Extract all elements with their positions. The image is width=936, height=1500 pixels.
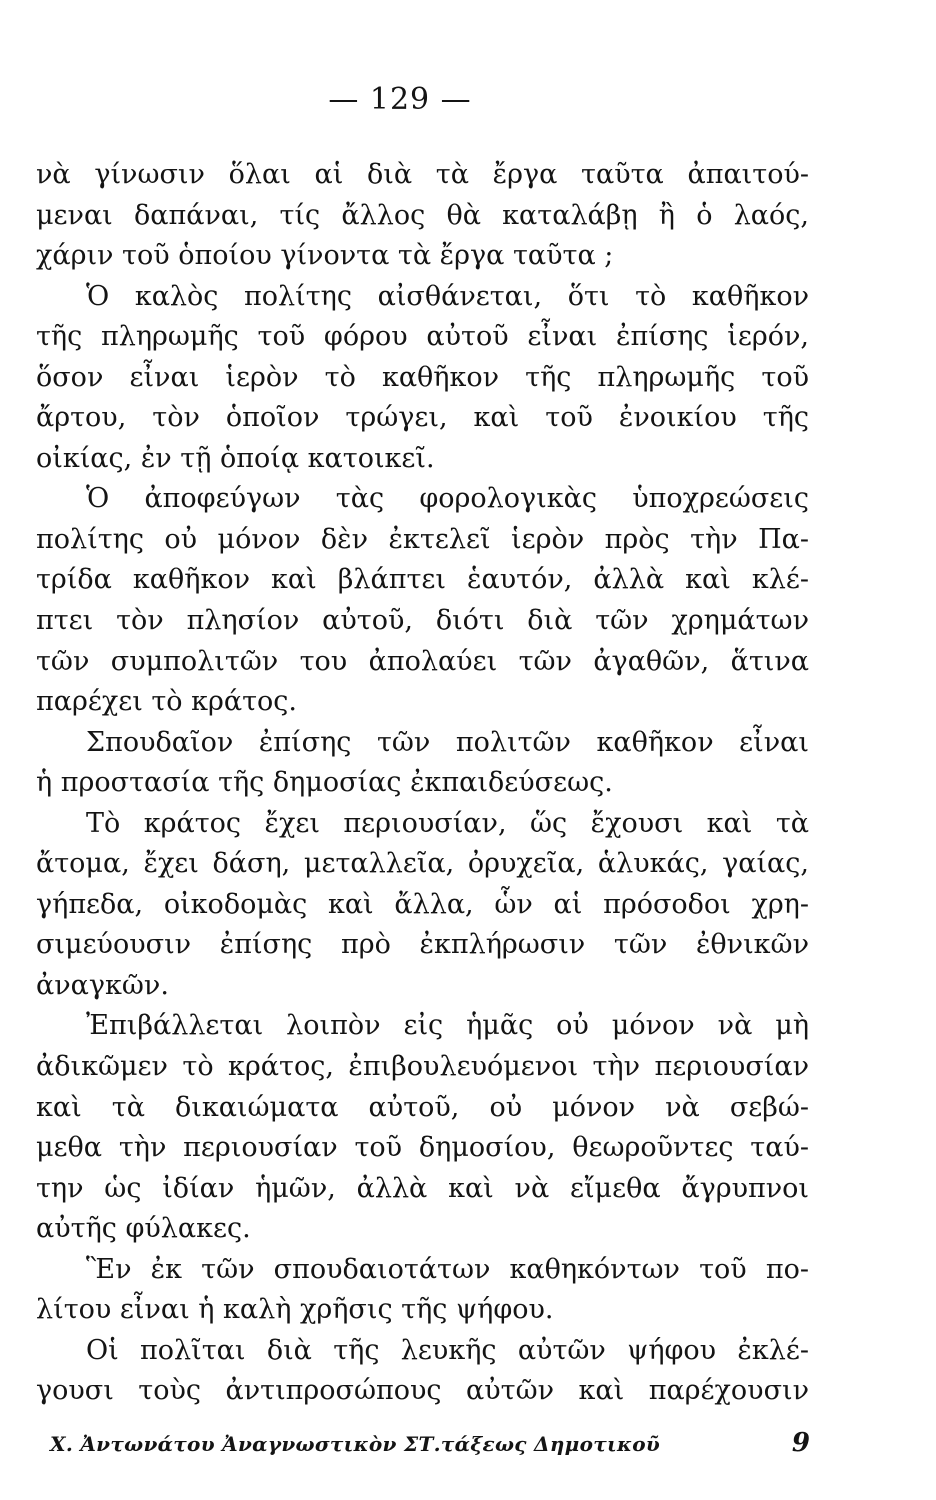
text-line: ὅσον εἶναι ἱερὸν τὸ καθῆκον τῆς πληρωμῆς τοῦ <box>36 361 809 393</box>
text-line: μεναι δαπάναι, τίς ἄλλος θὰ καταλάβῃ ἢ ὁ λαός, <box>36 199 809 231</box>
page-number: — 129 — <box>328 82 472 117</box>
footer-credit: Χ. Ἀντωνάτου Ἀναγνωστικὸν ΣΤ.τάξεως Δημοτικοῦ <box>50 1432 661 1456</box>
text-line: ἀναγκῶν. <box>36 969 169 1001</box>
text-line: καὶ τὰ δικαιώματα αὐτοῦ, οὐ μόνον νὰ σεβώ- <box>36 1091 809 1123</box>
text-line: παρέχει τὸ κράτος. <box>36 686 298 718</box>
text-line: Ἐπιβάλλεται λοιπὸν εἰς ἡμᾶς οὐ μόνον νὰ μὴ <box>86 1010 809 1042</box>
text-line: τῶν συμπολιτῶν του ἀπολαύει τῶν ἀγαθῶν, ἅτινα <box>36 645 809 677</box>
text-line: ἄρτου, τὸν ὁποῖον τρώγει, καὶ τοῦ ἐνοικίου τῆς <box>36 402 809 434</box>
text-line: Ὁ καλὸς πολίτης αἰσθάνεται, ὅτι τὸ καθῆκον <box>86 280 809 312</box>
text-line: γουσι τοὺς ἀντιπροσώπους αὐτῶν καὶ παρέχουσιν <box>36 1375 809 1407</box>
text-line: πολίτης οὐ μόνον δὲν ἐκτελεῖ ἱερὸν πρὸς τὴν Πα- <box>36 523 809 555</box>
text-line: πτει τὸν πλησίον αὐτοῦ, διότι διὰ τῶν χρημάτων <box>36 605 809 637</box>
text-line: λίτου εἶναι ἡ καλὴ χρῆσις τῆς ψήφου. <box>36 1294 554 1326</box>
text-line: ἀδικῶμεν τὸ κράτος, ἐπιβουλευόμενοι τὴν περιουσίαν <box>36 1051 809 1083</box>
text-line: νὰ γίνωσιν ὅλαι αἱ διὰ τὰ ἔργα ταῦτα ἀπαιτού- <box>36 159 809 190</box>
text-line: ἄτομα, ἔχει δάση, μεταλλεῖα, ὀρυχεῖα, ἁλυκάς, γαίας, <box>36 848 809 880</box>
text-line: οἰκίας, ἐν τῇ ὁποίᾳ κατοικεῖ. <box>36 442 435 474</box>
text-line: γήπεδα, οἰκοδομὰς καὶ ἄλλα, ὧν αἱ πρόσοδοι χρη- <box>36 888 809 920</box>
text-line: τῆς πληρωμῆς τοῦ φόρου αὐτοῦ εἶναι ἐπίσης ἱερόν, <box>36 321 809 353</box>
text-line: Τὸ κράτος ἔχει περιουσίαν, ὥς ἔχουσι καὶ τὰ <box>86 807 809 839</box>
text-line: μεθα τὴν περιουσίαν τοῦ δημοσίου, θεωροῦντες ταύ- <box>36 1132 809 1164</box>
text-line: την ὡς ἰδίαν ἡμῶν, ἀλλὰ καὶ νὰ εἴμεθα ἄγρυπνοι <box>36 1172 809 1204</box>
text-line: Ὁ ἀποφεύγων τὰς φορολογικὰς ὑποχρεώσεις <box>86 483 809 515</box>
text-line: Ἓν ἐκ τῶν σπουδαιοτάτων καθηκόντων τοῦ πο- <box>86 1253 809 1285</box>
signature-mark: 9 <box>791 1428 810 1458</box>
text-line: Σπουδαῖον ἐπίσης τῶν πολιτῶν καθῆκον εἶναι <box>86 726 809 758</box>
text-line: τρίδα καθῆκον καὶ βλάπτει ἑαυτόν, ἀλλὰ καὶ κλέ- <box>36 564 809 596</box>
body-text <box>36 155 809 1412</box>
text-line: αὐτῆς φύλακες. <box>36 1213 251 1245</box>
page-footer <box>50 1428 810 1468</box>
text-line: ἡ προστασία τῆς δημοσίας ἐκπαιδεύσεως. <box>36 767 613 799</box>
text-line: σιμεύουσιν ἐπίσης πρὸ ἐκπλήρωσιν τῶν ἐθνικῶν <box>36 929 809 961</box>
text-line: χάριν τοῦ ὁποίου γίνοντα τὰ ἔργα ταῦτα ; <box>36 240 614 272</box>
text-line: Οἱ πολῖται διὰ τῆς λευκῆς αὐτῶν ψήφου ἐκλέ- <box>86 1334 809 1366</box>
